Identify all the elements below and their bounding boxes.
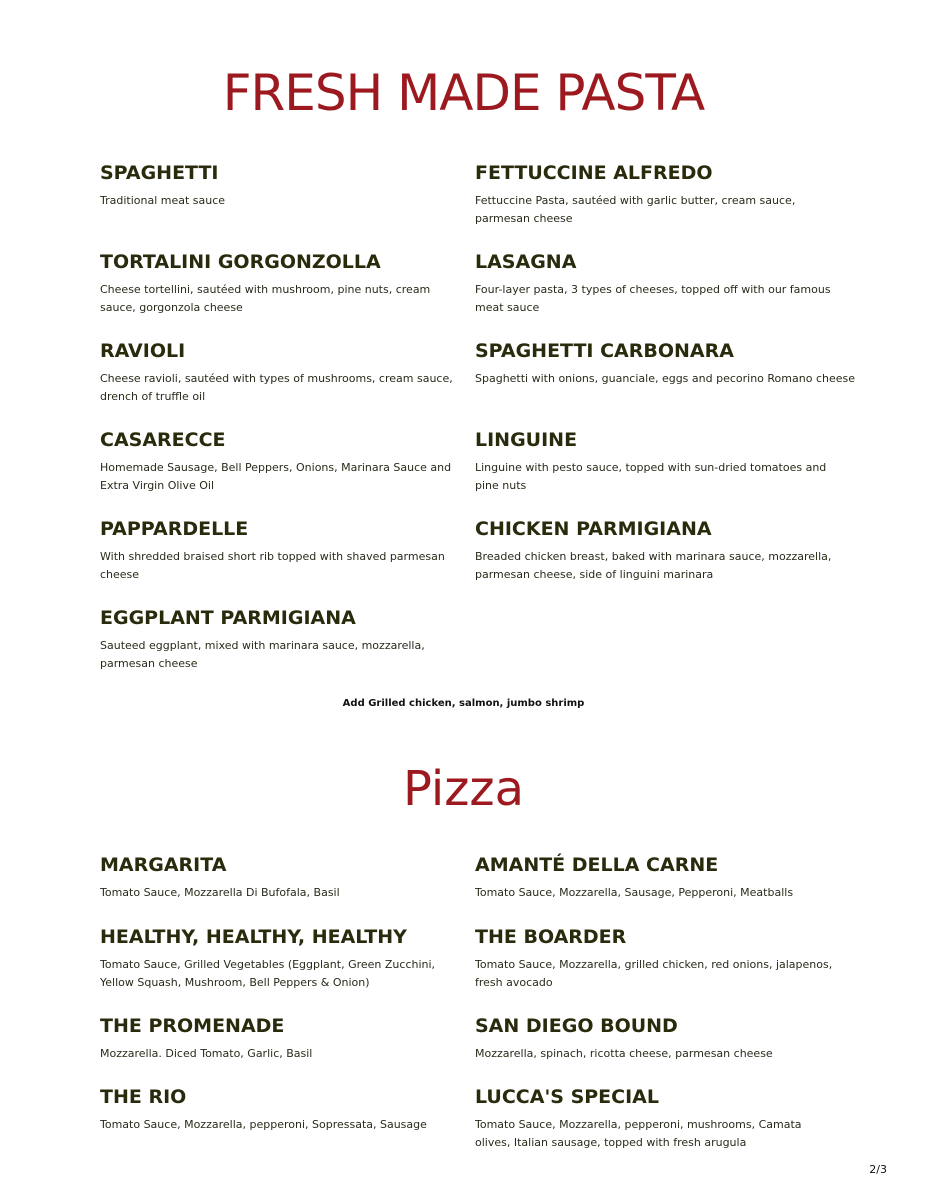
menu-item-name: RAVIOLI [100,340,186,362]
menu-item-description: Sauteed eggplant, mixed with marinara sauce, mozzarella, parmesan cheese [100,639,425,670]
menu-item [100,1013,460,1063]
menu-item-name: CHICKEN PARMIGIANA [475,518,712,540]
menu-item [100,1084,460,1134]
menu-item-name: THE PROMENADE [100,1015,285,1037]
menu-item-description: Tomato Sauce, Mozzarella, pepperoni, Sopressata, Sausage [100,1118,427,1131]
menu-item-description: Mozzarella, spinach, ricotta cheese, parmesan cheese [475,1047,773,1060]
menu-item-name: THE RIO [100,1086,187,1108]
menu-item-description: Tomato Sauce, Grilled Vegetables (Eggplant, Green Zucchini, Yellow Squash, Mushroom, Bell Peppers & Onion) [100,958,436,989]
menu-item-description: Breaded chicken breast, baked with marinara sauce, mozzarella, parmesan cheese, side of linguini marinara [475,550,832,581]
menu-item [475,924,835,992]
page-number: 2/3 [869,1163,887,1176]
menu-item [475,1013,835,1063]
menu-item-name: LASAGNA [475,251,577,273]
menu-item-name: HEALTHY, HEALTHY, HEALTHY [100,926,407,948]
menu-item-description: Four-layer pasta, 3 types of cheeses, topped off with our famous meat sauce [475,283,831,314]
menu-item-name: SPAGHETTI CARBONARA [475,340,734,362]
menu-item-name: TORTALINI GORGONZOLLA [100,251,381,273]
menu-item [100,160,460,210]
menu-item [475,249,835,317]
menu-item [475,852,835,902]
menu-item [475,338,855,388]
menu-item-description: Homemade Sausage, Bell Peppers, Onions, Marinara Sauce and Extra Virgin Olive Oil [100,461,452,492]
menu-item-name: MARGARITA [100,854,227,876]
menu-item-description: Cheese ravioli, sautéed with types of mushrooms, cream sauce, drench of truffle oil [100,372,453,403]
menu-item [100,516,460,584]
menu-item-name: LUCCA'S SPECIAL [475,1086,659,1108]
menu-item [100,427,460,495]
menu-item-description: Fettuccine Pasta, sautéed with garlic butter, cream sauce, parmesan cheese [475,194,796,225]
menu-item-name: SAN DIEGO BOUND [475,1015,678,1037]
menu-item [100,605,460,673]
menu-item-description: Tomato Sauce, Mozzarella Di Bufofala, Basil [100,886,340,899]
menu-item-name: PAPPARDELLE [100,518,249,540]
menu-item-description: Linguine with pesto sauce, topped with sun-dried tomatoes and pine nuts [475,461,827,492]
menu-item-description: Traditional meat sauce [100,194,226,207]
menu-item [475,427,835,495]
menu-item-description: With shredded braised short rib topped with shaved parmesan cheese [100,550,445,581]
menu-item-name: CASARECCE [100,429,226,451]
menu-item-description: Spaghetti with onions, guanciale, eggs and pecorino Romano cheese [475,372,855,385]
menu-item-name: AMANTÉ DELLA CARNE [475,854,719,876]
pizza-section-title: Pizza [402,761,525,817]
menu-item-description: Cheese tortellini, sautéed with mushroom, pine nuts, cream sauce, gorgonzola cheese [100,283,431,314]
menu-item [475,160,835,228]
menu-item-name: FETTUCCINE ALFREDO [475,162,713,184]
menu-item [475,1084,835,1152]
menu-item [100,924,460,992]
menu-item-name: LINGUINE [475,429,578,451]
menu-item [100,852,460,902]
menu-item [475,516,835,584]
menu-item-description: Tomato Sauce, Mozzarella, Sausage, Pepperoni, Meatballs [475,886,794,899]
menu-item-name: SPAGHETTI [100,162,219,184]
menu-item-name: EGGPLANT PARMIGIANA [100,607,356,629]
menu-item-description: Tomato Sauce, Mozzarella, grilled chicken, red onions, jalapenos, fresh avocado [475,958,833,989]
add-protein-note: Add Grilled chicken, salmon, jumbo shrimp [342,698,585,709]
menu-item-name: THE BOARDER [475,926,627,948]
menu-item [100,249,460,317]
menu-item [100,338,460,406]
pasta-section-title: FRESH MADE PASTA [222,64,705,122]
menu-item-description: Mozzarella. Diced Tomato, Garlic, Basil [100,1047,313,1060]
menu-item-description: Tomato Sauce, Mozzarella, pepperoni, mushrooms, Camata olives, Italian sausage, topped with fresh arugula [475,1118,802,1149]
